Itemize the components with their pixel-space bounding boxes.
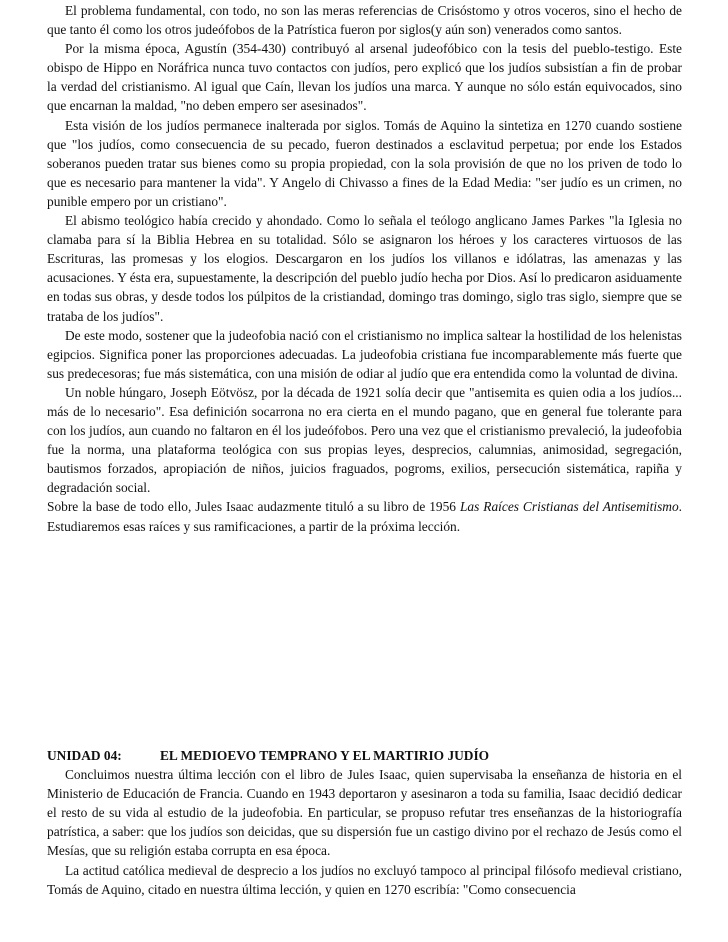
paragraph: El abismo teológico había crecido y ahondado. Como lo señala el teólogo anglicano James Parkes "la Iglesia no clamaba para sí la Biblia Hebrea en su totalidad. Sólo se asignaron los héroes y los caracteres virtuosos de las Escrituras, las promesas y los elogios. Descargaron en los judíos los villanos e idólatras, las amenazas y las acusaciones. Y ésta era, supuestamente, la descripción del pueblo judío hecha por Dios. Así lo predicaron asiduamente en todas sus obras, y desde todos los púlpitos de la cristiandad, domingo tras domingo, siglo tras siglo, siempre que se trataba de los judíos". [47, 213, 682, 324]
book-title: Las Raíces Cristianas del Antisemitismo [459, 499, 679, 515]
paragraph: El problema fundamental, con todo, no son las meras referencias de Crisóstomo y otros voceros, sino el hecho de que tanto él como los otros judeófobos de la Patrística fueron por siglos(y aún son) venerados como santos. [47, 3, 682, 38]
unit-heading [47, 746, 682, 765]
paragraph: De este modo, sostener que la judeofobia nació con el cristianismo no implica saltear la hostilidad de los helenistas egipcios. Significa poner las proporciones adecuadas. La judeofobia cristiana fue incomparablemente más fuerte que sus predecesoras; fue más sistemática, con una misión de odiar al judío que era entendida como la voluntad de divina. [47, 327, 682, 381]
paragraph: Por la misma época, Agustín (354-430) contribuyó al arsenal judeofóbico con la tesis del pueblo-testigo. Este obispo de Hippo en Noráfrica nunca tuvo contactos con judíos, pero explicó que los judíos subsistían a fin de probar la verdad del cristianismo. Al igual que Caín, llevan los judíos una marca. Y aunque no sólo están equivocados, sino que encarnan la maldad, "no deben empero ser asesinados". [47, 41, 682, 114]
unit-number: UNIDAD 04: [47, 748, 122, 763]
unit-section [47, 746, 682, 899]
closing-text-end: . Estudiaremos esas raíces y sus ramificaciones, a partir de la próxima lección. [47, 499, 683, 534]
closing-paragraph [47, 497, 682, 535]
closing-text-start: Sobre la base de todo ello, Jules Isaac audazmente tituló a su libro de 1956 [47, 499, 460, 515]
paragraph: Un noble húngaro, Joseph Eötvösz, por la década de 1921 solía decir que "antisemita es quien odia a los judíos... más de lo necesario". Esa definición socarrona no era cierta en el mundo pagano, que en general fue tolerante para con los judíos, aun cuando no faltaron en él los judeófobos. Pero una vez que el cristianismo prevaleció, la judeofobia fue la norma, una plataforma teológica con sus propias leyes, desprecios, calumnias, animosidad, segregación, bautismos forzados, apropiación de niños, juicios fraguados, pogroms, exilios, persecución sistemática, rapiña y degradación social. [47, 384, 682, 496]
paragraph: Concluimos nuestra última lección con el libro de Jules Isaac, quien supervisaba la enseñanza de historia en el Ministerio de Educación de Francia. Cuando en 1943 deportaron y asesinaron a toda su familia, Isaac decidió dedicar el resto de su vida al estudio de la judeofobia. En particular, se propuso refutar tres enseñanzas de la historiografía patrística, a saber: que los judíos son deicidas, que su dispersión fue un castigo divino por el rechazo de Jesús como el Mesías, que su religión estaba corrupta en esa época. [47, 767, 682, 859]
paragraph: La actitud católica medieval de desprecio a los judíos no excluyó tampoco al principal filósofo medieval cristiano, Tomás de Aquino, citado en nuestra última lección, y quien en 1270 escribía: "Como consecuencia [47, 862, 682, 897]
previous-lesson-text [47, 1, 682, 536]
paragraph: Esta visión de los judíos permanece inalterada por siglos. Tomás de Aquino la sintetiza en 1270 cuando sostiene que "los judíos, como consecuencia de su pecado, fueron destinados a esclavitud perpetua; por ende los Estados soberanos pueden tratar sus bienes como su propia propiedad, con la sola provisión de que no los priven de todo lo que es necesario para mantener la vida". Y Angelo di Chivasso a fines de la Edad Media: "ser judío es un crimen, no punible empero por un cristiano". [47, 117, 682, 209]
unit-title: EL MEDIOEVO TEMPRANO Y EL MARTIRIO JUDÍO [160, 748, 490, 763]
